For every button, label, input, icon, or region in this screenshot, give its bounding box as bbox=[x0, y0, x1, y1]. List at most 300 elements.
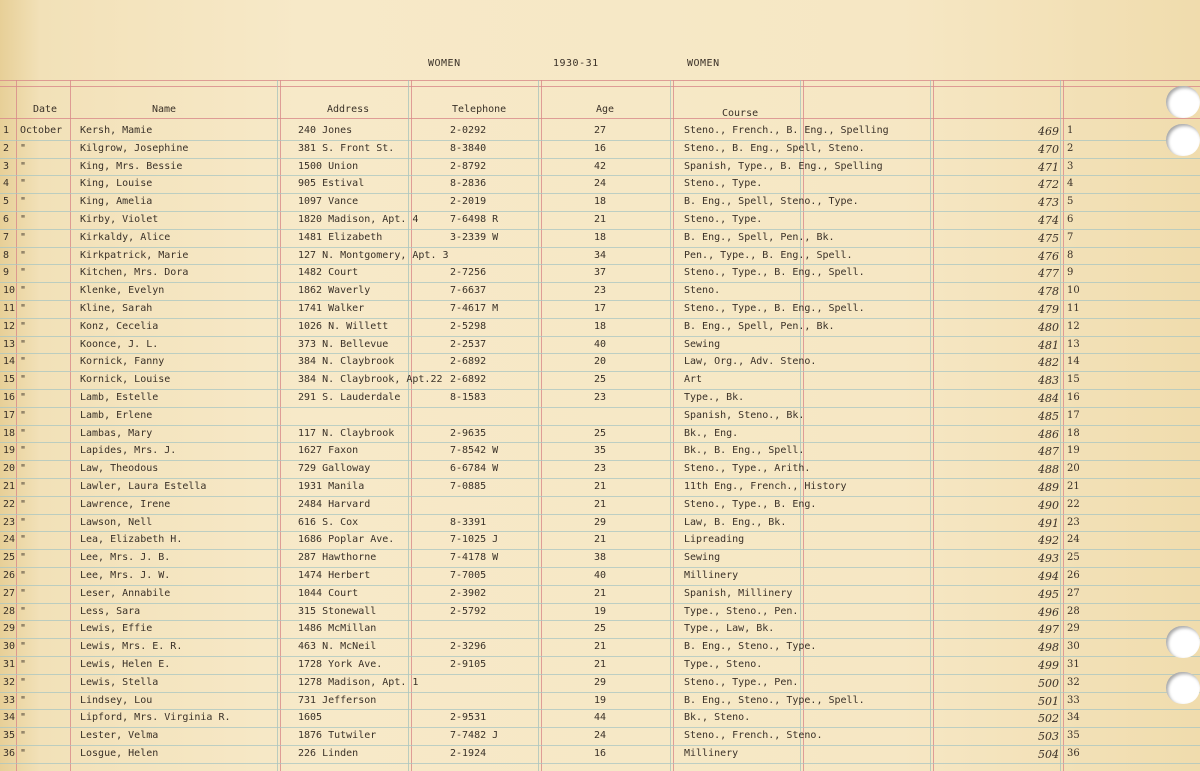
course-cell: B. Eng., Steno., Type., Spell. bbox=[684, 694, 865, 706]
table-row bbox=[0, 176, 1200, 194]
name-cell: Lester, Velma bbox=[80, 730, 159, 742]
table-row bbox=[0, 212, 1200, 230]
record-number-handwritten: 496 bbox=[1038, 605, 1059, 619]
row-number: 13 bbox=[3, 338, 16, 350]
course-cell: Art bbox=[684, 374, 703, 386]
age-cell: 21 bbox=[594, 214, 607, 225]
name-cell: Lee, Mrs. J. B. bbox=[80, 552, 171, 564]
telephone-cell: 2-2019 bbox=[450, 196, 487, 208]
record-number-handwritten: 489 bbox=[1038, 481, 1059, 494]
age-cell: 27 bbox=[594, 125, 607, 136]
header-rule-top bbox=[0, 80, 1200, 81]
name-cell: Lewis, Helen E. bbox=[80, 659, 171, 670]
date-cell: " bbox=[20, 374, 27, 386]
age-cell: 21 bbox=[594, 534, 607, 546]
table-row bbox=[0, 194, 1200, 212]
row-number: 19 bbox=[3, 445, 16, 457]
date-cell: " bbox=[20, 498, 27, 510]
course-cell: Steno., Type. bbox=[684, 214, 763, 225]
record-number-handwritten: 492 bbox=[1038, 534, 1059, 548]
row-number: 5 bbox=[3, 196, 10, 208]
record-number-handwritten: 494 bbox=[1038, 570, 1059, 583]
table-row bbox=[0, 604, 1200, 622]
record-number-handwritten: 491 bbox=[1038, 516, 1059, 530]
record-number-handwritten: 483 bbox=[1038, 374, 1059, 388]
course-cell: Millinery bbox=[684, 748, 739, 759]
telephone-cell: 2-2537 bbox=[450, 338, 487, 350]
date-cell: " bbox=[20, 748, 27, 759]
address-cell: 1278 Madison, Apt. 1 bbox=[298, 676, 419, 688]
address-cell: 384 N. Claybrook, Apt.22 bbox=[298, 374, 443, 386]
line-number: 3 bbox=[1067, 160, 1074, 172]
course-cell: B. Eng., Spell, Pen., Bk. bbox=[684, 320, 835, 332]
line-number: 32 bbox=[1067, 676, 1080, 688]
line-number: 24 bbox=[1067, 534, 1080, 546]
telephone-cell: 2-8792 bbox=[450, 160, 487, 172]
name-cell: Lamb, Erlene bbox=[80, 409, 153, 421]
telephone-cell: 8-3391 bbox=[450, 516, 487, 528]
telephone-cell: 2-5298 bbox=[450, 320, 487, 332]
record-number-handwritten: 487 bbox=[1038, 445, 1059, 459]
telephone-cell: 2-1924 bbox=[450, 748, 487, 759]
name-cell: Leser, Annabile bbox=[80, 587, 171, 599]
record-number-handwritten: 484 bbox=[1038, 392, 1059, 405]
binder-hole bbox=[1166, 672, 1200, 704]
header-rule-bottom bbox=[0, 118, 1200, 119]
age-cell: 18 bbox=[594, 196, 607, 208]
course-cell: Steno., Type., B. Eng. bbox=[684, 498, 817, 510]
age-cell: 25 bbox=[594, 427, 607, 439]
table-row bbox=[0, 408, 1200, 426]
line-number: 5 bbox=[1067, 196, 1074, 208]
telephone-cell: 2-0292 bbox=[450, 125, 487, 136]
line-number: 13 bbox=[1067, 338, 1080, 350]
row-number: 12 bbox=[3, 320, 16, 332]
record-number-handwritten: 482 bbox=[1038, 356, 1059, 370]
name-cell: Lindsey, Lou bbox=[80, 694, 153, 706]
row-number: 23 bbox=[3, 516, 16, 528]
age-cell: 24 bbox=[594, 730, 607, 742]
line-number: 7 bbox=[1067, 231, 1074, 243]
age-cell: 23 bbox=[594, 285, 607, 297]
telephone-cell: 7-0885 bbox=[450, 481, 487, 492]
row-number: 20 bbox=[3, 463, 16, 475]
name-cell: King, Amelia bbox=[80, 196, 153, 208]
date-cell: " bbox=[20, 142, 27, 154]
row-number: 8 bbox=[3, 249, 10, 261]
date-cell: " bbox=[20, 445, 27, 457]
name-cell: Lea, Elizabeth H. bbox=[80, 534, 183, 546]
address-cell: 1627 Faxon bbox=[298, 445, 359, 457]
age-cell: 34 bbox=[594, 249, 607, 261]
name-cell: Lawrence, Irene bbox=[80, 498, 171, 510]
line-number: 21 bbox=[1067, 481, 1080, 492]
date-cell: " bbox=[20, 338, 27, 350]
address-cell: 291 S. Lauderdale bbox=[298, 392, 401, 403]
line-number: 9 bbox=[1067, 267, 1074, 279]
address-cell: 463 N. McNeil bbox=[298, 641, 377, 653]
name-cell: Lapides, Mrs. J. bbox=[80, 445, 177, 457]
course-cell: Sewing bbox=[684, 552, 721, 564]
row-number: 18 bbox=[3, 427, 16, 439]
row-number: 25 bbox=[3, 552, 16, 564]
name-cell: Lewis, Effie bbox=[80, 623, 153, 635]
line-number: 19 bbox=[1067, 445, 1080, 457]
row-number: 35 bbox=[3, 730, 16, 742]
address-cell: 117 N. Claybrook bbox=[298, 427, 395, 439]
line-number: 8 bbox=[1067, 249, 1074, 261]
record-number-handwritten: 499 bbox=[1038, 659, 1059, 672]
course-cell: Millinery bbox=[684, 570, 739, 581]
age-cell: 16 bbox=[594, 142, 607, 154]
address-cell: 1482 Court bbox=[298, 267, 359, 279]
record-number-handwritten: 475 bbox=[1038, 231, 1059, 245]
record-number-handwritten: 501 bbox=[1038, 694, 1059, 708]
table-row bbox=[0, 693, 1200, 711]
date-cell: " bbox=[20, 516, 27, 528]
table-row bbox=[0, 728, 1200, 746]
age-cell: 44 bbox=[594, 712, 607, 724]
row-number: 26 bbox=[3, 570, 16, 581]
line-number: 27 bbox=[1067, 587, 1080, 599]
line-number: 20 bbox=[1067, 463, 1080, 475]
telephone-cell: 7-7482 J bbox=[450, 730, 499, 742]
line-number: 29 bbox=[1067, 623, 1080, 635]
date-cell: " bbox=[20, 534, 27, 546]
telephone-cell: 6-6784 W bbox=[450, 463, 499, 475]
header-right-label: WOMEN bbox=[687, 58, 720, 69]
table-row bbox=[0, 159, 1200, 177]
age-cell: 24 bbox=[594, 178, 607, 190]
age-cell: 25 bbox=[594, 623, 607, 635]
row-number: 16 bbox=[3, 392, 16, 403]
record-number-handwritten: 476 bbox=[1038, 249, 1059, 263]
date-cell: " bbox=[20, 587, 27, 599]
address-cell: 226 Linden bbox=[298, 748, 359, 759]
age-cell: 29 bbox=[594, 676, 607, 688]
table-row bbox=[0, 283, 1200, 301]
age-cell: 23 bbox=[594, 463, 607, 475]
row-number: 28 bbox=[3, 605, 16, 617]
date-cell: " bbox=[20, 214, 27, 225]
telephone-cell: 7-4178 W bbox=[450, 552, 499, 564]
address-cell: 1026 N. Willett bbox=[298, 320, 389, 332]
course-cell: Pen., Type., B. Eng., Spell. bbox=[684, 249, 853, 261]
table-row bbox=[0, 532, 1200, 550]
name-cell: Lee, Mrs. J. W. bbox=[80, 570, 171, 581]
date-cell: " bbox=[20, 160, 27, 172]
name-cell: Losgue, Helen bbox=[80, 748, 159, 759]
table-row bbox=[0, 426, 1200, 444]
row-number: 11 bbox=[3, 303, 16, 314]
course-cell: Steno. bbox=[684, 285, 721, 297]
age-cell: 40 bbox=[594, 570, 607, 581]
date-cell: " bbox=[20, 463, 27, 475]
name-cell: Kirkaldy, Alice bbox=[80, 231, 171, 243]
record-number-handwritten: 470 bbox=[1038, 142, 1059, 156]
line-number: 17 bbox=[1067, 409, 1080, 421]
telephone-cell: 2-6892 bbox=[450, 356, 487, 368]
record-number-handwritten: 480 bbox=[1038, 320, 1059, 334]
telephone-cell: 2-9105 bbox=[450, 659, 487, 670]
column-header-course: Course bbox=[722, 108, 759, 119]
row-number: 7 bbox=[3, 231, 10, 243]
table-row bbox=[0, 248, 1200, 266]
line-number: 22 bbox=[1067, 498, 1080, 510]
table-row bbox=[0, 141, 1200, 159]
line-number: 1 bbox=[1067, 125, 1074, 136]
address-cell: 729 Galloway bbox=[298, 463, 371, 475]
row-number: 22 bbox=[3, 498, 16, 510]
date-cell: " bbox=[20, 196, 27, 208]
name-cell: Lewis, Stella bbox=[80, 676, 159, 688]
address-cell: 1044 Court bbox=[298, 587, 359, 599]
telephone-cell: 8-1583 bbox=[450, 392, 487, 403]
telephone-cell: 7-7005 bbox=[450, 570, 487, 581]
name-cell: Kersh, Mamie bbox=[80, 125, 153, 136]
column-header-date: Date bbox=[33, 104, 58, 115]
address-cell: 381 S. Front St. bbox=[298, 142, 395, 154]
course-cell: Steno., French., B. Eng., Spelling bbox=[684, 125, 889, 136]
course-cell: Type., Law, Bk. bbox=[684, 623, 775, 635]
table-row bbox=[0, 123, 1200, 141]
record-number-handwritten: 497 bbox=[1038, 623, 1059, 637]
row-number: 29 bbox=[3, 623, 16, 635]
column-header-name: Name bbox=[152, 104, 177, 115]
address-cell: 1876 Tutwiler bbox=[298, 730, 377, 742]
course-cell: Type., Steno. bbox=[684, 659, 763, 670]
record-number-handwritten: 493 bbox=[1038, 552, 1059, 566]
course-cell: B. Eng., Steno., Type. bbox=[684, 641, 817, 653]
name-cell: Klenke, Evelyn bbox=[80, 285, 165, 297]
name-cell: Kirkpatrick, Marie bbox=[80, 249, 189, 261]
address-cell: 1820 Madison, Apt. 4 bbox=[298, 214, 419, 225]
table-row bbox=[0, 461, 1200, 479]
table-row bbox=[0, 319, 1200, 337]
table-row bbox=[0, 515, 1200, 533]
row-number: 9 bbox=[3, 267, 10, 279]
binder-hole bbox=[1166, 124, 1200, 156]
table-row bbox=[0, 568, 1200, 586]
course-cell: Steno., Type., Pen. bbox=[684, 676, 799, 688]
line-number: 36 bbox=[1067, 748, 1080, 759]
line-number: 34 bbox=[1067, 712, 1080, 724]
telephone-cell: 7-6498 R bbox=[450, 214, 499, 225]
binder-hole bbox=[1166, 626, 1200, 658]
name-cell: King, Louise bbox=[80, 178, 153, 190]
telephone-cell: 2-9531 bbox=[450, 712, 487, 724]
course-cell: Sewing bbox=[684, 338, 721, 350]
date-cell: " bbox=[20, 730, 27, 742]
line-number: 10 bbox=[1067, 285, 1080, 297]
age-cell: 18 bbox=[594, 231, 607, 243]
table-row bbox=[0, 710, 1200, 728]
date-cell: " bbox=[20, 267, 27, 279]
line-number: 16 bbox=[1067, 392, 1080, 403]
row-number: 15 bbox=[3, 374, 16, 386]
date-cell: " bbox=[20, 356, 27, 368]
line-number: 12 bbox=[1067, 320, 1080, 332]
table-row bbox=[0, 230, 1200, 248]
date-cell: " bbox=[20, 427, 27, 439]
address-cell: 240 Jones bbox=[298, 125, 353, 136]
course-cell: Spanish, Steno., Bk. bbox=[684, 409, 805, 421]
date-cell: " bbox=[20, 392, 27, 403]
age-cell: 40 bbox=[594, 338, 607, 350]
table-row bbox=[0, 657, 1200, 675]
table-row bbox=[0, 372, 1200, 390]
table-row bbox=[0, 550, 1200, 568]
telephone-cell: 7-1025 J bbox=[450, 534, 499, 546]
name-cell: Konz, Cecelia bbox=[80, 320, 159, 332]
age-cell: 35 bbox=[594, 445, 607, 457]
address-cell: 1605 bbox=[298, 712, 323, 724]
row-number: 17 bbox=[3, 409, 16, 421]
age-cell: 18 bbox=[594, 320, 607, 332]
telephone-cell: 7-4617 M bbox=[450, 303, 499, 314]
date-cell: " bbox=[20, 231, 27, 243]
address-cell: 731 Jefferson bbox=[298, 694, 377, 706]
row-number: 3 bbox=[3, 160, 10, 172]
line-number: 15 bbox=[1067, 374, 1080, 386]
record-number-handwritten: 471 bbox=[1038, 160, 1059, 174]
address-cell: 905 Estival bbox=[298, 178, 365, 190]
line-number: 28 bbox=[1067, 605, 1080, 617]
address-cell: 1728 York Ave. bbox=[298, 659, 383, 670]
name-cell: Kornick, Louise bbox=[80, 374, 171, 386]
date-cell: " bbox=[20, 320, 27, 332]
age-cell: 21 bbox=[594, 587, 607, 599]
row-number: 4 bbox=[3, 178, 10, 190]
name-cell: Koonce, J. L. bbox=[80, 338, 159, 350]
binder-hole bbox=[1166, 86, 1200, 118]
course-cell: Type., Steno., Pen. bbox=[684, 605, 799, 617]
address-cell: 1862 Waverly bbox=[298, 285, 371, 297]
date-cell: " bbox=[20, 303, 27, 314]
header-year: 1930-31 bbox=[553, 58, 599, 69]
date-cell: " bbox=[20, 694, 27, 706]
age-cell: 42 bbox=[594, 160, 607, 172]
address-cell: 287 Hawthorne bbox=[298, 552, 377, 564]
table-row bbox=[0, 639, 1200, 657]
record-number-handwritten: 503 bbox=[1038, 730, 1059, 744]
course-cell: B. Eng., Spell, Steno., Type. bbox=[684, 196, 859, 208]
age-cell: 25 bbox=[594, 374, 607, 386]
row-number: 1 bbox=[3, 125, 10, 136]
date-cell: " bbox=[20, 552, 27, 564]
record-number-handwritten: 498 bbox=[1038, 641, 1059, 655]
date-cell: " bbox=[20, 676, 27, 688]
address-cell: 384 N. Claybrook bbox=[298, 356, 395, 368]
record-number-handwritten: 474 bbox=[1038, 214, 1059, 227]
record-number-handwritten: 469 bbox=[1038, 125, 1059, 138]
record-number-handwritten: 495 bbox=[1038, 587, 1059, 601]
date-cell: " bbox=[20, 623, 27, 635]
address-cell: 127 N. Montgomery, Apt. 3 bbox=[298, 249, 449, 261]
age-cell: 37 bbox=[594, 267, 607, 279]
age-cell: 19 bbox=[594, 605, 607, 617]
record-number-handwritten: 479 bbox=[1038, 303, 1059, 316]
telephone-cell: 3-2339 W bbox=[450, 231, 499, 243]
table-row bbox=[0, 265, 1200, 283]
course-cell: Steno., Type. bbox=[684, 178, 763, 190]
course-cell: Type., Bk. bbox=[684, 392, 745, 403]
telephone-cell: 7-8542 W bbox=[450, 445, 499, 457]
age-cell: 38 bbox=[594, 552, 607, 564]
date-cell: " bbox=[20, 409, 27, 421]
date-cell: " bbox=[20, 481, 27, 492]
column-header-telephone: Telephone bbox=[452, 104, 507, 115]
telephone-cell: 7-6637 bbox=[450, 285, 487, 297]
row-number: 10 bbox=[3, 285, 16, 297]
line-number: 4 bbox=[1067, 178, 1074, 190]
record-number-handwritten: 478 bbox=[1038, 285, 1059, 299]
age-cell: 29 bbox=[594, 516, 607, 528]
name-cell: Lipford, Mrs. Virginia R. bbox=[80, 712, 231, 724]
date-cell: " bbox=[20, 641, 27, 653]
record-number-handwritten: 500 bbox=[1038, 676, 1059, 690]
line-number: 18 bbox=[1067, 427, 1080, 439]
address-cell: 373 N. Bellevue bbox=[298, 338, 389, 350]
address-cell: 1486 McMillan bbox=[298, 623, 377, 635]
course-cell: Spanish, Millinery bbox=[684, 587, 793, 599]
table-row bbox=[0, 479, 1200, 497]
name-cell: King, Mrs. Bessie bbox=[80, 160, 183, 172]
table-row bbox=[0, 443, 1200, 461]
record-number-handwritten: 490 bbox=[1038, 498, 1059, 512]
record-number-handwritten: 481 bbox=[1038, 338, 1059, 352]
record-number-handwritten: 477 bbox=[1038, 267, 1059, 281]
line-number: 33 bbox=[1067, 694, 1080, 706]
record-number-handwritten: 472 bbox=[1038, 178, 1059, 192]
name-cell: Kline, Sarah bbox=[80, 303, 153, 314]
course-cell: Lipreading bbox=[684, 534, 745, 546]
age-cell: 21 bbox=[594, 481, 607, 492]
address-cell: 1500 Union bbox=[298, 160, 359, 172]
name-cell: Kornick, Fanny bbox=[80, 356, 165, 368]
column-header-age: Age bbox=[596, 104, 615, 115]
date-cell: " bbox=[20, 712, 27, 724]
telephone-cell: 2-9635 bbox=[450, 427, 487, 439]
column-header-address: Address bbox=[327, 104, 370, 115]
course-cell: Bk., Eng. bbox=[684, 427, 739, 439]
line-number: 35 bbox=[1067, 730, 1080, 742]
age-cell: 17 bbox=[594, 303, 607, 314]
name-cell: Less, Sara bbox=[80, 605, 141, 617]
course-cell: Law, B. Eng., Bk. bbox=[684, 516, 787, 528]
age-cell: 23 bbox=[594, 392, 607, 403]
course-cell: Steno., Type., B. Eng., Spell. bbox=[684, 303, 865, 314]
line-number: 23 bbox=[1067, 516, 1080, 528]
date-cell: " bbox=[20, 178, 27, 190]
course-cell: Steno., Type., Arith. bbox=[684, 463, 811, 475]
age-cell: 19 bbox=[594, 694, 607, 706]
date-cell: " bbox=[20, 605, 27, 617]
header-left-label: WOMEN bbox=[428, 58, 461, 69]
row-number: 32 bbox=[3, 676, 16, 688]
row-number: 14 bbox=[3, 356, 16, 368]
record-number-handwritten: 486 bbox=[1038, 427, 1059, 441]
age-cell: 20 bbox=[594, 356, 607, 368]
table-row bbox=[0, 586, 1200, 604]
table-row bbox=[0, 301, 1200, 319]
course-cell: Law, Org., Adv. Steno. bbox=[684, 356, 817, 368]
course-cell: Bk., Steno. bbox=[684, 712, 751, 724]
name-cell: Lambas, Mary bbox=[80, 427, 153, 439]
row-number: 24 bbox=[3, 534, 16, 546]
row-number: 33 bbox=[3, 694, 16, 706]
course-cell: Spanish, Type., B. Eng., Spelling bbox=[684, 160, 883, 172]
